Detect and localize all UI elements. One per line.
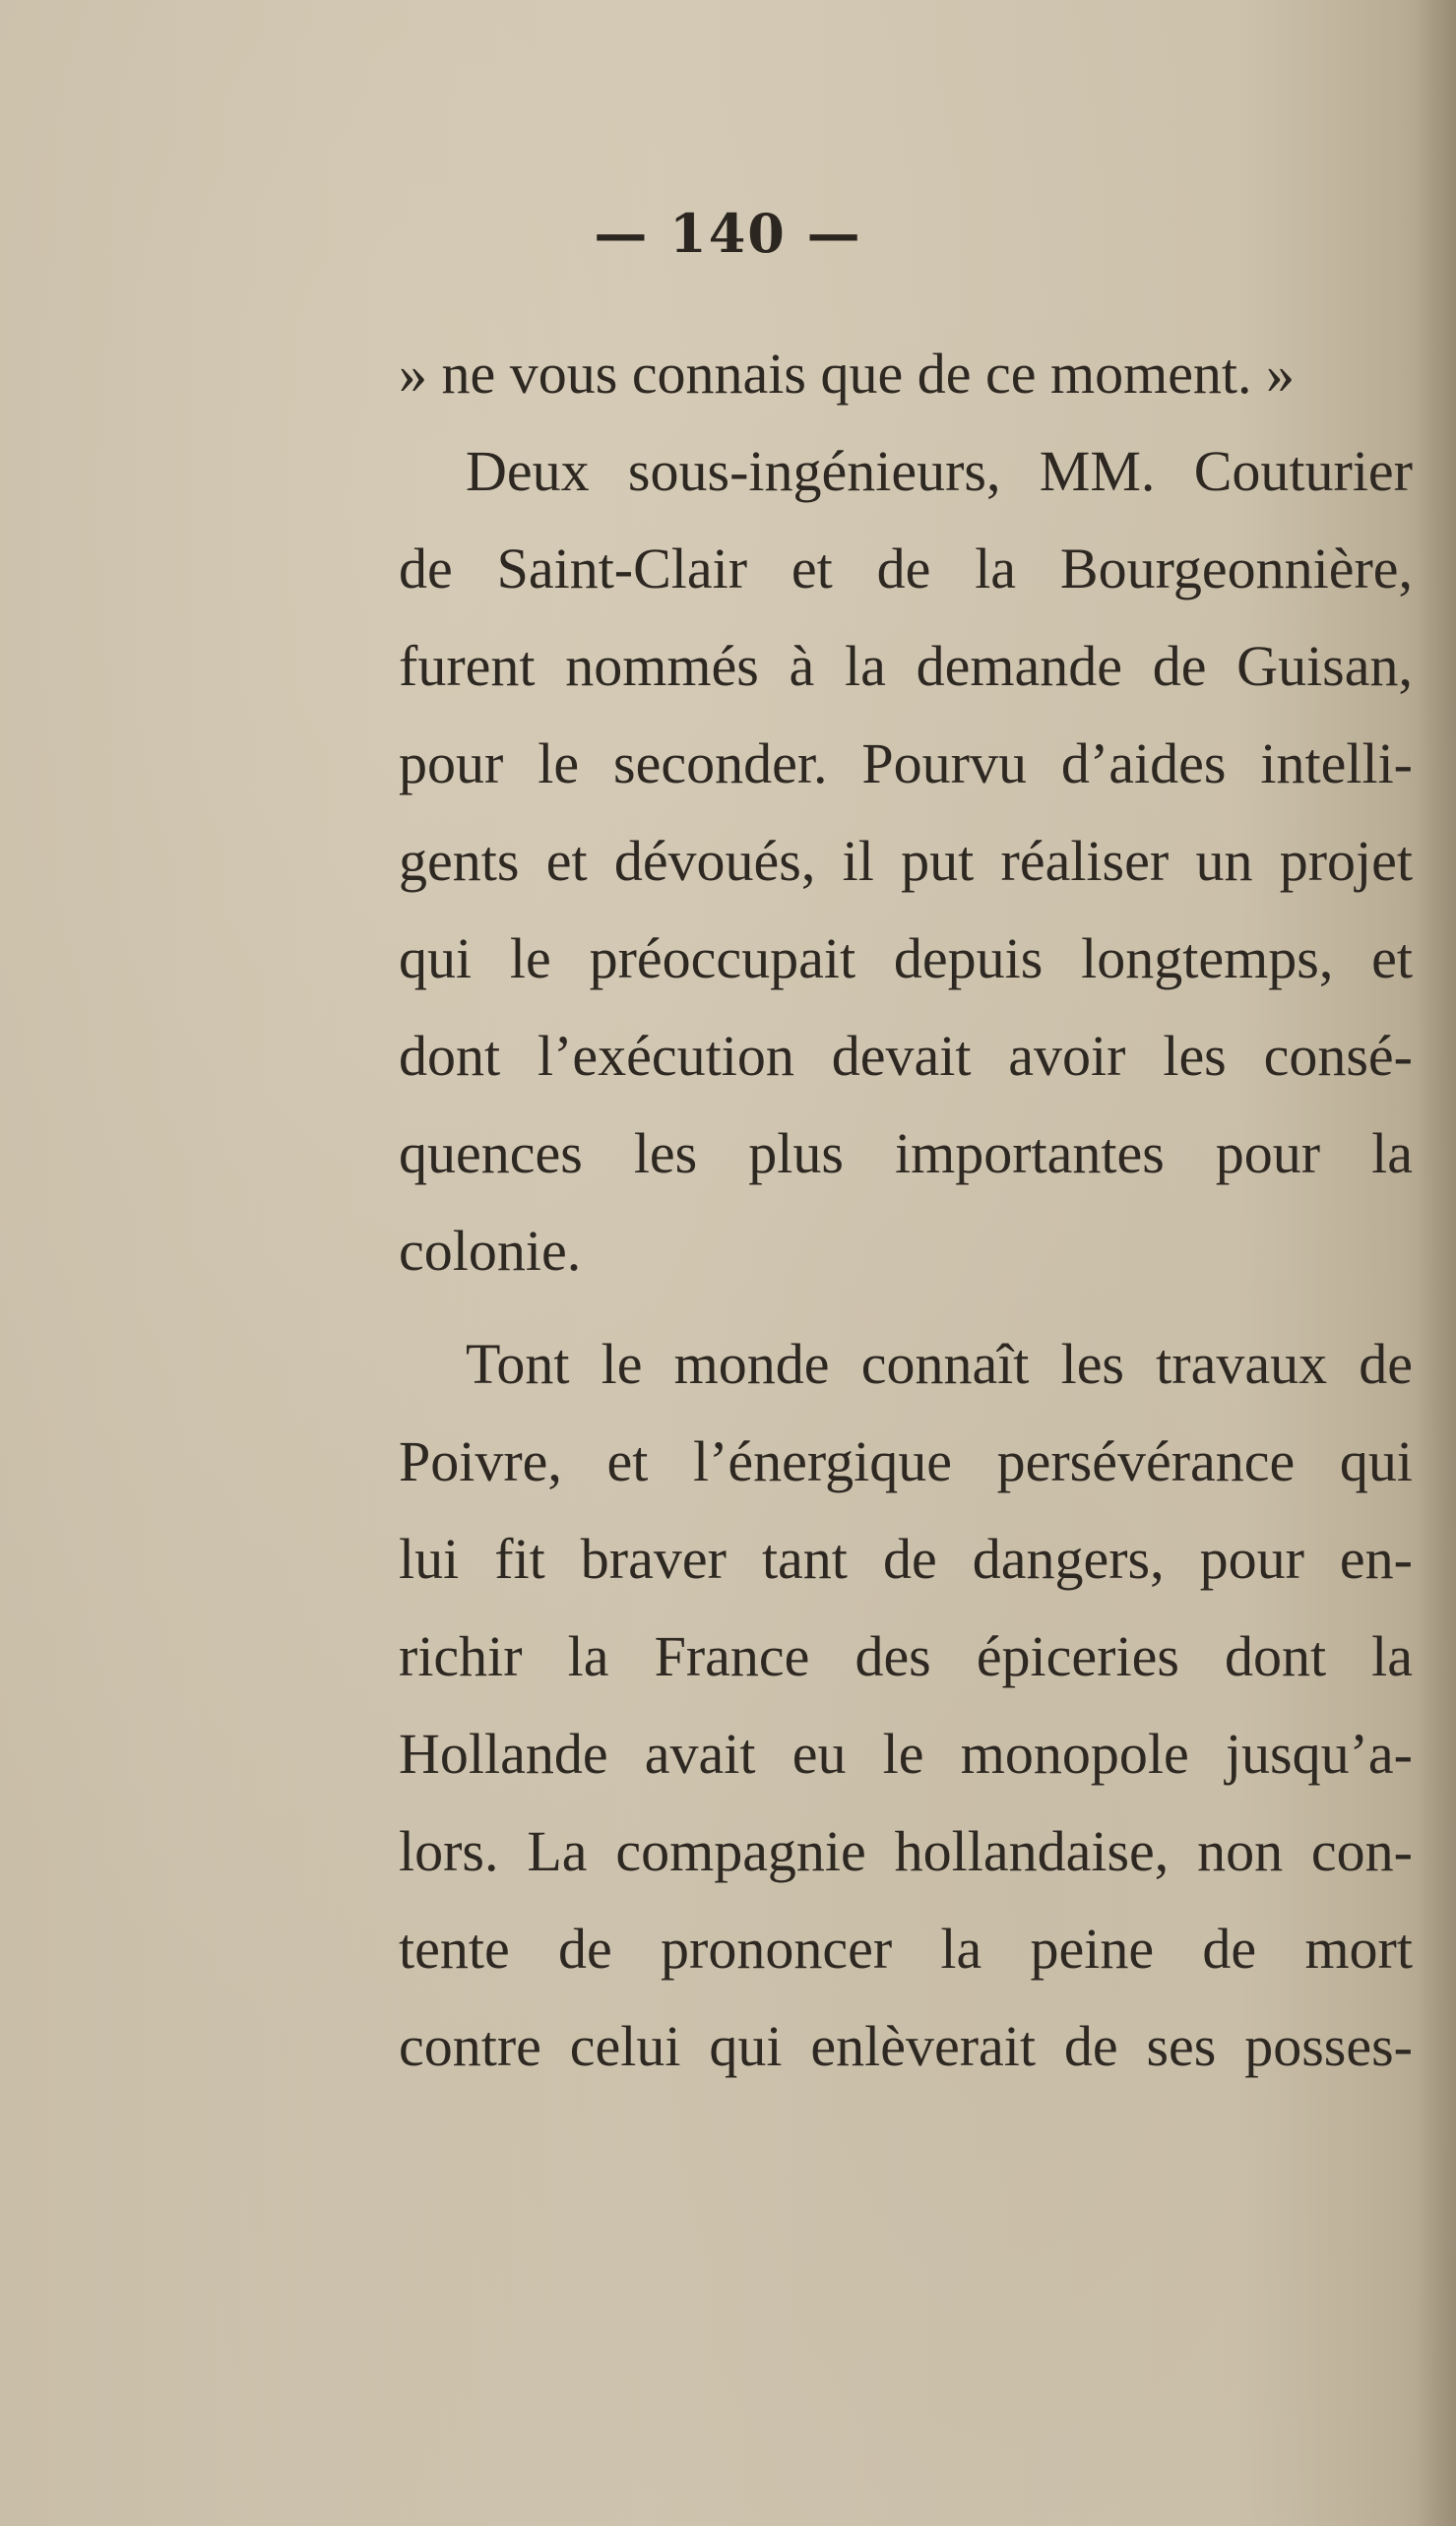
text-line: dont l’exécution devait avoir les consé- [399,1024,1413,1088]
text-line: » ne vous connais que de ce moment. » [399,342,1296,406]
text-line: Deux sous-ingénieurs, MM. Couturier [466,439,1413,503]
text-line: qui le préoccupait depuis longtemps, et [399,926,1413,990]
text-line: tente de prononcer la peine de mort [399,1917,1413,1981]
text-line: lors. La compagnie hollandaise, non con- [399,1819,1413,1883]
page-edge-shadow [1417,0,1456,2526]
text-line: Tont le monde connaît les travaux de [466,1332,1413,1396]
text-line: contre celui qui enlèverait de ses posses- [399,2014,1413,2078]
text-line: Poivre, et l’énergique persévérance qui [399,1429,1413,1493]
text-line: furent nommés à la demande de Guisan, [399,634,1413,698]
text-line: de Saint-Clair et de la Bourgeonnière, [399,537,1413,600]
body-text [399,325,1413,2095]
text-line: richir la France des épiceries dont la [399,1624,1413,1688]
paragraph-gap [399,1299,1413,1315]
text-line: lui fit braver tant de dangers, pour en- [399,1527,1413,1591]
text-line: quences les plus importantes pour la [399,1121,1413,1185]
text-line: gents et dévoués, il put réaliser un projet [399,829,1413,893]
text-line: pour le seconder. Pourvu d’aides intelli- [399,731,1413,795]
text-line: colonie. [399,1219,582,1283]
text-line: Hollande avait eu le monopole jusqu’a- [399,1722,1413,1786]
page-number: — 140 — [594,202,862,265]
